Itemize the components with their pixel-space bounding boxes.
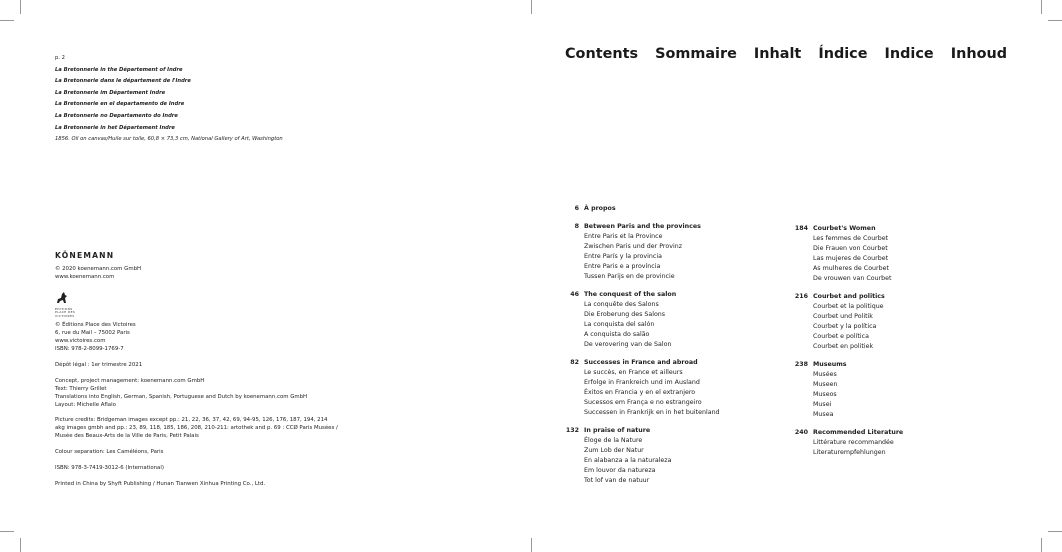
text-line: Printed in China by Shyft Publishing / Hunan Tianwen Xinhua Printing Co., Ltd.	[55, 481, 266, 487]
logo-text	[55, 308, 355, 319]
contents-heading: Inhalt	[753, 46, 802, 62]
toc-translation: Zum Lob der Natur	[584, 447, 644, 454]
toc-entry-body	[813, 292, 990, 352]
text-line: Text: Thierry Grillet	[55, 385, 107, 392]
printed-in	[55, 481, 355, 489]
toc-translation: Courbet y la política	[813, 323, 877, 330]
isbn-intl	[55, 465, 355, 473]
toc-translation: Tot lof van de natuur	[584, 477, 650, 484]
text-line: © 2020 koenemann.com GmbH	[55, 266, 142, 272]
toc-translation: Éxitos en Francia y en el extranjero	[584, 389, 696, 396]
toc-translation: A conquista do salão	[584, 331, 650, 338]
toc-translation: Courbet und Politik	[813, 313, 873, 320]
toc-page-number: 8	[574, 223, 579, 230]
text-line: Musée des Beaux-Arts de la Ville de Paris, Petit Palais	[55, 433, 199, 440]
toc-translation: En alabanza a la naturaleza	[584, 457, 672, 464]
toc-translation: Le succès, en France et ailleurs	[584, 369, 683, 376]
credits-block	[55, 378, 355, 410]
toc-column-1	[561, 204, 771, 494]
toc-translation: Musei	[813, 401, 832, 408]
colour-separation	[55, 449, 355, 457]
toc-page-number: 240	[794, 429, 808, 436]
toc-column-2	[790, 224, 990, 466]
toc-translation: Entre Paris e a província	[584, 263, 661, 270]
toc-title: Courbet and politics	[813, 293, 885, 300]
toc-translation: Courbet et la politique	[813, 303, 884, 310]
toc-page-number: 6	[574, 205, 579, 212]
caption-titles	[55, 65, 283, 135]
toc-entry-body	[584, 358, 771, 418]
caption-title: La Bretonnerie en el departamento de Indre	[55, 101, 185, 108]
text-line: ISBN: 978-3-7419-3012-6 (International)	[55, 465, 164, 472]
text-line: www.koenemann.com	[55, 273, 115, 280]
text-line: Colour separation: Les Caméléons, Paris	[55, 449, 164, 456]
text-line: www.victoires.com	[55, 338, 106, 345]
toc-entry[interactable]	[790, 360, 990, 420]
toc-translation: Courbet en politiek	[813, 343, 874, 350]
text-line: akg images gmbh and pp.: 23, 89, 118, 185, 186, 208, 210-211: artothek and p. 69 : CCØ Paris Musées /	[55, 425, 338, 432]
toc-translation: La conquista del salón	[584, 321, 655, 328]
caption-title: La Bretonnerie dans le département de l'Indre	[55, 78, 191, 85]
toc-entry-body	[584, 222, 771, 282]
text-line: Translations into English, German, Spanish, Portuguese and Dutch by koenemann.com GmbH	[55, 393, 308, 400]
toc-translation: Museen	[813, 381, 838, 388]
toc-entry[interactable]	[561, 358, 771, 418]
toc-page-number: 132	[565, 427, 579, 434]
contents-heading: Inhoud	[950, 46, 1007, 62]
caption-title: La Bretonnerie in the Département of Indre	[55, 66, 183, 73]
contents-heading: Sommaire	[655, 46, 737, 62]
toc-translation: De vrouwen van Courbet	[813, 275, 892, 282]
toc-translation: De verovering van de Salon	[584, 341, 672, 348]
toc-entry-body	[813, 360, 990, 420]
toc-translation: Les femmes de Courbet	[813, 235, 889, 242]
caption-title: La Bretonnerie im Département Indre	[55, 89, 166, 96]
text-line: 6, rue du Mail – 75002 Paris	[55, 330, 130, 337]
toc-entry[interactable]	[790, 428, 990, 458]
toc-title: Courbet's Women	[813, 225, 876, 232]
toc-entry-body	[584, 426, 771, 486]
toc-translation: Zwischen Paris und der Provinz	[584, 243, 683, 250]
toc-translation: Erfolge in Frankreich und im Ausland	[584, 379, 700, 386]
text-line: ISBN: 978-2-8099-1769-7	[55, 346, 124, 353]
toc-entry[interactable]	[561, 222, 771, 282]
text-line: © Éditions Place des Victoires	[55, 322, 136, 329]
toc-translation: Die Frauen von Courbet	[813, 245, 888, 252]
toc-page-number: 216	[794, 293, 808, 300]
caption-meta: 1856. Oil on canvas/Huile sur toile, 60,8 × 73,3 cm, National Gallery of Art, Washington	[55, 136, 283, 143]
toc-translation: Courbet e política	[813, 333, 869, 340]
toc-entry-body	[584, 290, 771, 350]
imprint	[55, 251, 355, 497]
toc-title: Between Paris and the provinces	[584, 223, 701, 230]
text-line: VICTOIRES	[55, 313, 75, 318]
toc-translation: Las mujeres de Courbet	[813, 255, 889, 262]
toc-title: The conquest of the salon	[584, 291, 677, 298]
toc-translation: Sucessos em França e no estrangeiro	[584, 399, 702, 406]
copyright-block	[55, 266, 355, 282]
contents-headings	[565, 46, 1007, 62]
contents-heading: Índice	[818, 46, 868, 62]
toc-title: À propos	[584, 205, 616, 212]
toc-page-number: 238	[794, 361, 808, 368]
text-line: Concept, project management: koenemann.com GmbH	[55, 377, 205, 384]
toc-title: Recommended Literature	[813, 429, 904, 436]
toc-translation: La conquête des Salons	[584, 301, 659, 308]
caption-title: La Bretonnerie no Departamento do Indre	[55, 112, 178, 119]
toc-translation: Em louvor da natureza	[584, 467, 656, 474]
caption-title: La Bretonnerie in het Département Indre	[55, 124, 175, 131]
caption-page-ref: p. 2	[55, 55, 65, 61]
right-page	[531, 0, 1062, 552]
toc-entry-body	[813, 224, 990, 284]
toc-entry[interactable]	[790, 292, 990, 352]
text-line: Dépôt légal : 1er trimestre 2021	[55, 361, 143, 368]
toc-translation: Musea	[813, 411, 834, 418]
toc-title: In praise of nature	[584, 427, 651, 434]
toc-translation: As mulheres de Courbet	[813, 265, 889, 272]
toc-page-number: 82	[570, 359, 579, 366]
text-line: Picture credits: Bridgeman images except pp.: 21, 22, 36, 37, 42, 69, 94-95, 126, 176, 187, 194, 214	[55, 417, 328, 424]
toc-translation: Die Eroberung des Salons	[584, 311, 666, 318]
publisher-block	[55, 322, 355, 354]
text-line: ÉDITIONS	[55, 306, 73, 311]
toc-title: Successes in France and abroad	[584, 359, 698, 366]
publisher-brand: KÖNEMANN	[55, 251, 115, 260]
text-line: Layout: Michelle Aflalo	[55, 401, 116, 408]
toc-translation: Museos	[813, 391, 837, 398]
toc-entry-body	[584, 204, 771, 214]
toc-entry[interactable]	[561, 204, 771, 214]
toc-translation: Entre Paris et la Province	[584, 233, 663, 240]
legal-deposit	[55, 362, 355, 370]
toc-entry[interactable]	[561, 290, 771, 350]
toc-entry[interactable]	[561, 426, 771, 486]
toc-translation: Éloge de la Nature	[584, 437, 643, 444]
toc-translation: Littérature recommandée	[813, 439, 894, 446]
toc-page-number: 184	[794, 225, 808, 232]
toc-entry[interactable]	[790, 224, 990, 284]
place-des-victoires-logo	[55, 290, 69, 304]
text-line: PLACE DES	[55, 310, 76, 315]
image-caption	[55, 53, 283, 146]
toc-translation: Musées	[813, 371, 837, 378]
contents-heading: Contents	[565, 46, 639, 62]
toc-page-number: 46	[570, 291, 579, 298]
toc-translation: Tussen Parijs en de provincie	[584, 273, 675, 280]
picture-credits	[55, 417, 355, 441]
toc-title: Museums	[813, 361, 847, 368]
toc-translation: Successen in Frankrijk en in het buitenland	[584, 409, 720, 416]
toc-translation: Literaturempfehlungen	[813, 449, 886, 456]
contents-heading: Indice	[884, 46, 934, 62]
toc-entry-body	[813, 428, 990, 458]
toc-translation: Entre París y la provincia	[584, 253, 662, 260]
